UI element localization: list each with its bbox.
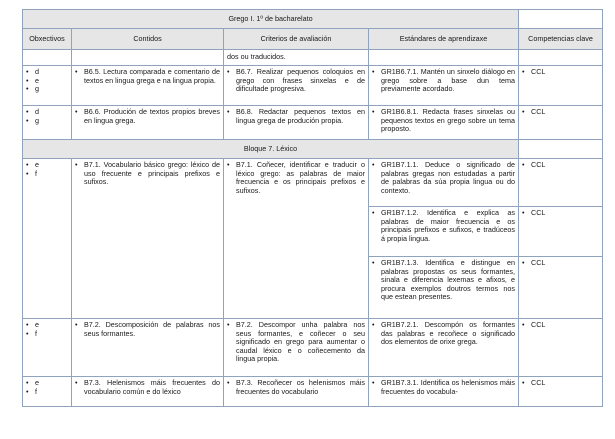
cell-criterio bbox=[224, 106, 369, 140]
objective-item: • d bbox=[26, 68, 68, 77]
criterio-text: • B7.2. Descompor unha palabra nos seus formantes, e coñecer o seu significado en grego para aumentar o caudal léxico e o coñecemento da lingua propia. bbox=[227, 321, 365, 364]
cell-contido bbox=[72, 66, 224, 106]
objective-item: • e bbox=[26, 379, 68, 388]
cell-contido bbox=[72, 319, 224, 377]
cell-estandar bbox=[369, 106, 519, 140]
cell-criterio bbox=[224, 319, 369, 377]
block-title-row bbox=[23, 140, 603, 159]
cell-contido bbox=[72, 50, 224, 66]
objective-item: • f bbox=[26, 388, 68, 397]
cell-objectives bbox=[23, 66, 72, 106]
cell-estandar bbox=[369, 66, 519, 106]
cell-estandar bbox=[369, 50, 519, 66]
cell-competencia bbox=[519, 207, 603, 257]
cell-competencia bbox=[519, 159, 603, 207]
objective-item: • e bbox=[26, 321, 68, 330]
competencia-text: • CCL bbox=[522, 259, 599, 268]
cell-competencia bbox=[519, 50, 603, 66]
cell-objectives bbox=[23, 106, 72, 140]
block7-title-blank bbox=[519, 140, 603, 159]
contido-text: • B7.2. Descomposición de palabras nos seus formantes. bbox=[75, 321, 220, 338]
contido-text: • B7.1. Vocabulario básico grego: léxico de uso frecuente e principais prefixos e sufixos. bbox=[75, 161, 220, 187]
contido-text: • B6.5. Lectura comparada e comentario de textos en lingua grega e na lingua propia. bbox=[75, 68, 220, 85]
table-row-b6-5 bbox=[23, 66, 603, 106]
estandar-text: • GR1B7.2.1. Descompón os formantes das palabras e recoñece o significado dos elementos de orixe grega. bbox=[372, 321, 515, 347]
cell-objectives bbox=[23, 319, 72, 377]
competencia-text: • CCL bbox=[522, 321, 599, 330]
estandar-text: • GR1B7.1.3. Identifica e distingue en palabras propostas os seus formantes, sinala e diferencia lexemas e afixos, e procura exemplos doutros termos nos que estean presentes. bbox=[372, 259, 515, 302]
cell-criterio bbox=[224, 66, 369, 106]
competencia-text: • CCL bbox=[522, 68, 599, 77]
cell-criterio: dos ou traducidos. bbox=[224, 50, 369, 66]
criterio-text: • B7.1. Coñecer, identificar e traducir o léxico grego: as palabras de maior frecuencia e os principais prefixos e sufixos. bbox=[227, 161, 365, 195]
objective-item: • e bbox=[26, 161, 68, 170]
table-row-b6-6 bbox=[23, 106, 603, 140]
col-header-contidos: Contidos bbox=[72, 29, 224, 50]
cell-competencia bbox=[519, 319, 603, 377]
block7-title: Bloque 7. Léxico bbox=[23, 140, 519, 159]
cell-objectives bbox=[23, 377, 72, 407]
col-header-criterios: Criterios de avaliación bbox=[224, 29, 369, 50]
objective-item: • e bbox=[26, 77, 68, 86]
cell-competencia bbox=[519, 377, 603, 407]
cell-contido bbox=[72, 377, 224, 407]
cell-contido bbox=[72, 106, 224, 140]
col-header-competencias: Competencias clave bbox=[519, 29, 603, 50]
competencia-text: • CCL bbox=[522, 379, 599, 388]
criterio-text: • B7.3. Recoñecer os helenismos máis frecuentes do vocabulario bbox=[227, 379, 365, 396]
col-header-obxectivos: Obxectivos bbox=[23, 29, 72, 50]
cell-estandar bbox=[369, 319, 519, 377]
objective-item: • d bbox=[26, 108, 68, 117]
objective-item: • g bbox=[26, 85, 68, 94]
table-row-b7-2 bbox=[23, 319, 603, 377]
cell-estandar bbox=[369, 257, 519, 319]
objective-item: • f bbox=[26, 330, 68, 339]
competencia-text: • CCL bbox=[522, 161, 599, 170]
table-row-b7-1 bbox=[23, 159, 603, 207]
cell-criterio bbox=[224, 377, 369, 407]
cell-estandar bbox=[369, 207, 519, 257]
cell-criterio bbox=[224, 159, 369, 319]
table-title: Grego I. 1º de bacharelato bbox=[23, 10, 519, 29]
criterio-text: • B6.8. Redactar pequenos textos en lingua grega de produción propia. bbox=[227, 108, 365, 125]
cell-estandar bbox=[369, 159, 519, 207]
criterio-text: • B6.7. Realizar pequenos coloquios en grego con frases sinxelas e de dificultade progresiva. bbox=[227, 68, 365, 94]
cell-competencia bbox=[519, 66, 603, 106]
estandar-text: • GR1B7.1.1. Deduce o significado de palabras gregas non estudadas a partir de palabras da súa propia lingua ou do contexto. bbox=[372, 161, 515, 195]
col-header-estandares: Estándares de aprendizaxe bbox=[369, 29, 519, 50]
cell-objectives bbox=[23, 50, 72, 66]
contido-text: • B7.3. Helenismos máis frecuentes do vocabulario común e do léxico bbox=[75, 379, 220, 396]
estandar-text: • GR1B7.1.2. Identifica e explica as palabras de maior frecuencia e os principais prefixos e sufixos, e tradúceos á propia lingua. bbox=[372, 209, 515, 243]
cell-competencia bbox=[519, 106, 603, 140]
curriculum-table bbox=[22, 9, 603, 407]
estandar-text: • GR1B6.7.1. Mantén un sinxelo diálogo en grego sobre a base dun tema previamente acordado. bbox=[372, 68, 515, 94]
column-header-row bbox=[23, 29, 603, 50]
competencia-text: • CCL bbox=[522, 209, 599, 218]
estandar-text: • GR1B7.3.1. Identifica os helenismos máis frecuentes do vocabula- bbox=[372, 379, 515, 396]
table-row-continuation bbox=[23, 50, 603, 66]
estandar-text: • GR1B6.8.1. Redacta frases sinxelas ou pequenos textos en grego sobre un tema proposto. bbox=[372, 108, 515, 134]
cell-estandar bbox=[369, 377, 519, 407]
table-title-row bbox=[23, 10, 603, 29]
objective-item: • g bbox=[26, 117, 68, 126]
cell-objectives bbox=[23, 159, 72, 319]
competencia-text: • CCL bbox=[522, 108, 599, 117]
cell-contido bbox=[72, 159, 224, 319]
table-title-blank bbox=[519, 10, 603, 29]
objective-item: • f bbox=[26, 170, 68, 179]
contido-text: • B6.6. Produción de textos propios breves en lingua grega. bbox=[75, 108, 220, 125]
cell-competencia bbox=[519, 257, 603, 319]
table-row-b7-3 bbox=[23, 377, 603, 407]
